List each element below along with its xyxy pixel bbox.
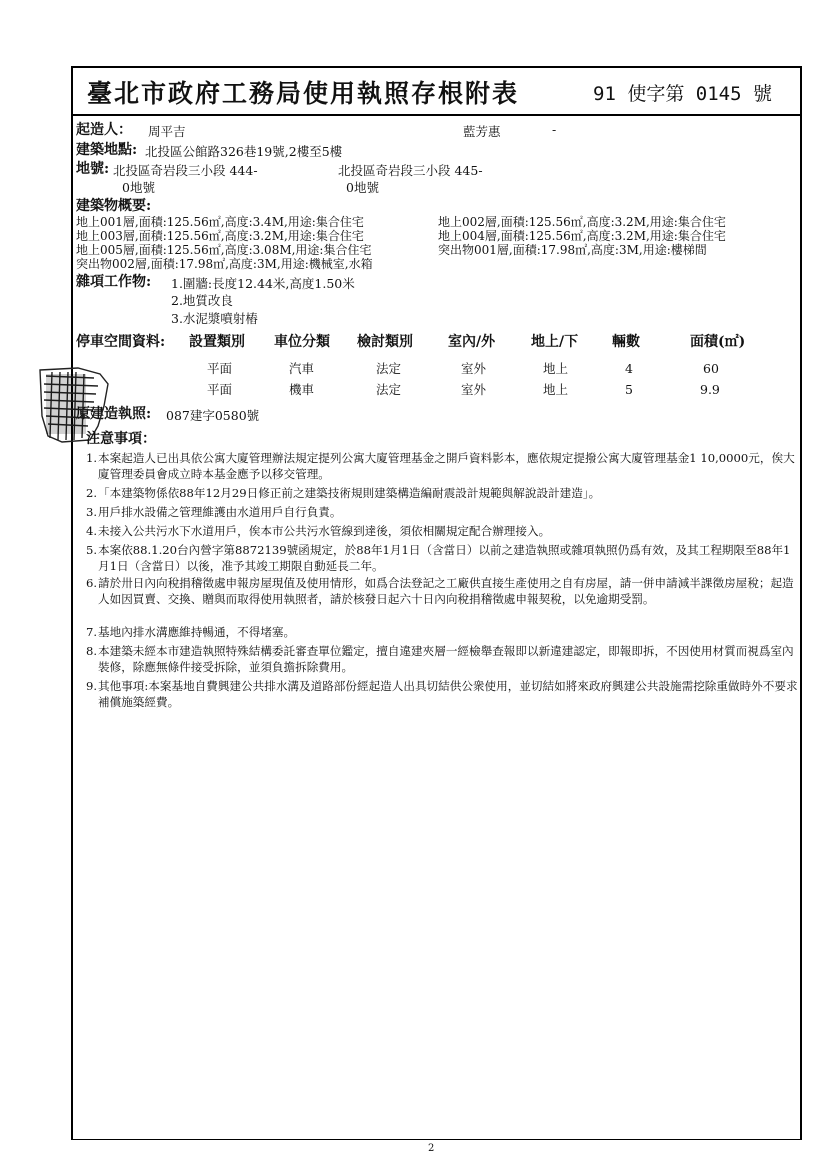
parking-label: 停車空間資料: xyxy=(76,334,166,350)
note-text: 用戶排水設備之管理維護由水道用戶自行負責。 xyxy=(98,505,342,519)
note-text: 請於卅日內向稅捐稽徵處申報房屋現值及使用情形，如爲合法登記之工廠供直接生產使用之自有房屋，請一併申請減半課徵房屋稅；起造人如因買賣、交換、贈與而取得使用執照者，請於核發日起六十日內向稅捐稽徵處申報契稅，以免逾期受罰。 xyxy=(98,576,794,606)
misc-work-item-2: 2.地質改良 xyxy=(171,293,233,308)
overview-left-3: 地上005層,面積:125.56㎡,高度:3.08M,用途:集合住宅 xyxy=(76,243,372,257)
note-number: 4. xyxy=(86,524,98,538)
overview-left-2: 地上003層,面積:125.56㎡,高度:3.2M,用途:集合住宅 xyxy=(76,229,364,243)
applicant-label: 起造人： xyxy=(76,122,132,138)
note-number: 6. xyxy=(86,576,98,590)
parking-row-1-review: 法定 xyxy=(376,361,402,376)
note-text: 其他事項:本案基地自費興建公共排水溝及道路部份經起造人出具切結供公衆使用，並切結如將來政府興建公共設施需挖除重做時外不要求補償施築經費。 xyxy=(98,679,798,709)
note-number: 2. xyxy=(86,486,98,500)
form-title: 臺北市政府工務局使用執照存根附表 xyxy=(87,79,520,108)
overview-left-1: 地上001層,面積:125.56㎡,高度:3.4M,用途:集合住宅 xyxy=(76,215,364,229)
note-text: 「本建築物係依88年12月29日修正前之建築技術規則建築構造編耐震設計規範與解說設計建造」。 xyxy=(98,486,601,500)
note-item xyxy=(86,450,800,482)
note-number: 3. xyxy=(86,505,98,519)
parking-row-2-count: 5 xyxy=(625,382,633,397)
note-item xyxy=(86,504,800,520)
title-row xyxy=(73,68,800,116)
parking-header-indoor: 室內/外 xyxy=(448,334,496,350)
original-permit-label: 原建造執照: xyxy=(76,406,152,422)
lot-2-line-1: 北投區奇岩段三小段 445- xyxy=(338,163,483,178)
notes-label: 注意事項： xyxy=(86,431,156,447)
parking-row-2-area: 9.9 xyxy=(700,382,720,397)
overview-left-4: 突出物002層,面積:17.98㎡,高度:3M,用途:機械室,水箱 xyxy=(76,257,373,271)
parking-header-review: 檢討類別 xyxy=(357,334,413,350)
address-value: 北投區公館路326巷19號,2樓至5樓 xyxy=(145,144,343,159)
parking-row-2-level: 地上 xyxy=(543,382,569,397)
overview-right-1: 地上002層,面積:125.56㎡,高度:3.2M,用途:集合住宅 xyxy=(438,215,726,229)
lot-1-line-1: 北投區奇岩段三小段 444- xyxy=(113,163,258,178)
overview-label: 建築物概要: xyxy=(76,198,152,214)
note-text: 本案起造人已出具依公寓大廈管理辦法規定提列公寓大廈管理基金之開戶資料影本，應依規定提撥公寓大廈管理基金1 10,0000元，俟大廈管理委員會成立時本基金應予以移交管理。 xyxy=(98,451,795,481)
note-item xyxy=(86,643,800,675)
parking-row-1-indoor: 室外 xyxy=(461,361,487,376)
applicant-name-2: 藍芳惠 xyxy=(463,124,501,139)
page-number: 2 xyxy=(428,1143,435,1154)
applicant-mark: - xyxy=(552,122,557,137)
note-text: 未接入公共污水下水道用戶，俟本市公共污水管線到達後，須依相關規定配合辦理接入。 xyxy=(98,524,551,538)
note-item xyxy=(86,678,800,710)
parking-header-area: 面積(㎡) xyxy=(690,334,746,350)
permit-number: 91 使字第 0145 號 xyxy=(593,83,772,105)
note-item xyxy=(86,575,800,607)
note-text: 本案依88.1.20台內營字第8872139號函規定，於88年1月1日（含當日）以前之建造執照或雜項執照仍爲有效，及其工程期限至88年1月1日（含當日）以後，准予其竣工期限自動延長二年。 xyxy=(98,543,791,573)
note-text: 基地內排水溝應維持暢通，不得堵塞。 xyxy=(98,625,296,639)
parking-row-1-level: 地上 xyxy=(543,361,569,376)
note-item xyxy=(86,542,800,574)
note-number: 8. xyxy=(86,644,98,658)
lot-2-line-2: 0地號 xyxy=(346,180,379,195)
parking-header-setup: 設置類別 xyxy=(189,334,245,350)
applicant-name-1: 周平吉 xyxy=(148,124,186,139)
parking-row-2-indoor: 室外 xyxy=(461,382,487,397)
note-text: 本建築未經本市建造執照特殊結構委託審查單位鑑定，擅自違建夾層一經檢舉查報即以新違建認定，即報即拆，不因使用材質而視爲室內裝修，除應無條件接受拆除，並須負擔拆除費用。 xyxy=(98,644,794,674)
overview-right-3: 突出物001層,面積:17.98㎡,高度:3M,用途:樓梯間 xyxy=(438,243,707,257)
parking-row-1-vehicle: 汽車 xyxy=(289,361,315,376)
misc-work-item-3: 3.水泥漿噴射樁 xyxy=(171,311,258,326)
parking-row-1-count: 4 xyxy=(625,361,633,376)
note-item xyxy=(86,485,800,501)
note-number: 9. xyxy=(86,679,98,693)
note-number: 5. xyxy=(86,543,98,557)
parking-header-level: 地上/下 xyxy=(531,334,579,350)
misc-works-label: 雜項工作物: xyxy=(76,274,152,290)
address-label: 建築地點: xyxy=(76,142,138,158)
parking-row-1-area: 60 xyxy=(703,361,719,376)
note-number: 1. xyxy=(86,451,98,465)
misc-work-item-1: 1.圍牆:長度12.44米,高度1.50米 xyxy=(171,276,355,291)
note-item xyxy=(86,523,800,539)
parking-row-2-setup: 平面 xyxy=(207,382,233,397)
note-number: 7. xyxy=(86,625,98,639)
parking-header-vehicle: 車位分類 xyxy=(274,334,330,350)
original-permit-value: 087建字0580號 xyxy=(166,408,260,423)
note-item xyxy=(86,624,800,640)
lot-label: 地號: xyxy=(76,161,110,177)
parking-header-count: 輛數 xyxy=(612,334,640,350)
lot-1-line-2: 0地號 xyxy=(122,180,155,195)
parking-row-2-vehicle: 機車 xyxy=(289,382,315,397)
parking-row-2-review: 法定 xyxy=(376,382,402,397)
overview-right-2: 地上004層,面積:125.56㎡,高度:3.2M,用途:集合住宅 xyxy=(438,229,726,243)
parking-row-1-setup: 平面 xyxy=(207,361,233,376)
